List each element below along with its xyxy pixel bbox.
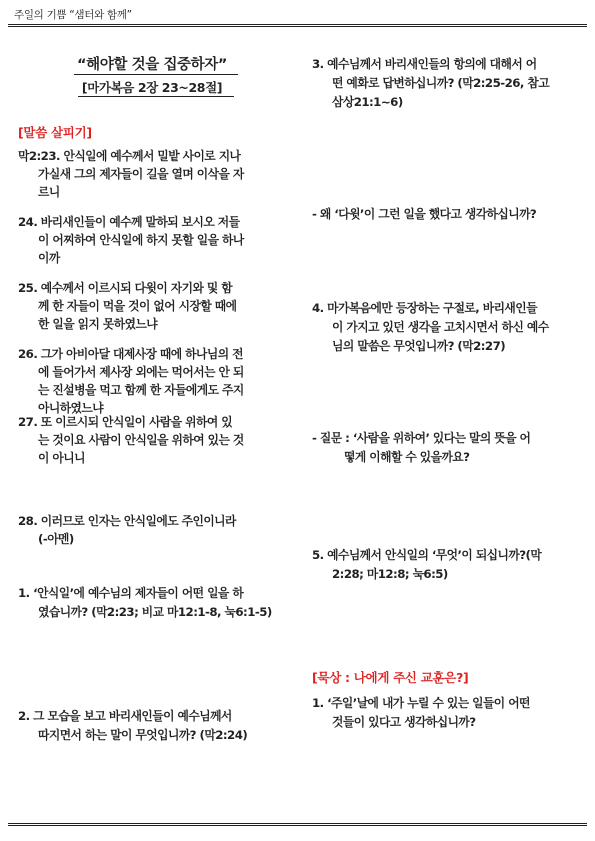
title-underline [74, 74, 238, 75]
meditation-line: 것들이 있다고 생각하십니까? [332, 715, 476, 729]
verse-line: 25. 예수께서 이르시되 다윗이 자기와 및 함 [18, 281, 233, 295]
question-line: 이 가지고 있던 생각을 고치시면서 하신 예수 [332, 320, 549, 334]
question-line: 1. ‘안식일’에 예수님의 제자들이 어떤 일을 하 [18, 586, 244, 600]
verse-line: 27. 또 이르시되 안식일이 사람을 위하여 있 [18, 415, 233, 429]
question-line: 3. 예수님께서 바리새인들의 항의에 대해서 어 [312, 57, 537, 71]
verse-line: 르니 [38, 185, 60, 199]
question-line: 5. 예수님께서 안식일의 ‘무엇’이 되십니까?(막 [312, 548, 542, 562]
question-5 [312, 546, 541, 584]
verse-25 [18, 279, 236, 333]
verse-line: 이 어찌하여 안식일에 하지 못할 일을 하나 [38, 233, 244, 247]
verse-line: 는 것이요 사람이 안식일을 위하여 있는 것 [38, 433, 244, 447]
question-line: 2:28; 마12:8; 눅6:5) [332, 567, 448, 581]
page-subtitle: [마가복음 2장 23~28절] [81, 80, 223, 95]
question-3-followup [312, 205, 536, 224]
question-line: 4. 마가복음에만 등장하는 구절로, 바리새인들 [312, 301, 537, 315]
question-line: - 왜 ‘다윗’이 그런 일을 했다고 생각하십니까? [312, 207, 537, 221]
verse-line: 막2:23. 안식일에 예수께서 밀밭 사이로 지나 [18, 149, 241, 163]
question-line: 떻게 이해할 수 있을까요? [344, 450, 470, 464]
top-rule [8, 24, 587, 25]
verse-line: 이 아니니 [38, 451, 85, 465]
question-4 [312, 299, 549, 356]
verse-line: 아니하였느냐 [38, 401, 104, 415]
verse-line: 28. 이러므로 인자는 안식일에도 주인이니라 [18, 514, 236, 528]
page-title: “해야할 것을 집중하자” [76, 57, 228, 73]
word-section-heading: [말씀 살피기] [18, 125, 92, 140]
bottom-rule [8, 823, 587, 824]
meditation-heading: [묵상 : 나에게 주신 교훈은?] [312, 670, 469, 685]
verse-line: 는 진설병을 먹고 함께 한 자들에게도 주지 [38, 383, 244, 397]
verse-line: 께 한 자들이 먹을 것이 없어 시장할 때에 [38, 299, 237, 313]
question-line: - 질문 : ‘사람을 위하여’ 있다는 말의 뜻을 어 [312, 431, 531, 445]
verse-24 [18, 213, 244, 267]
verse-line: 가실새 그의 제자들이 길을 열며 이삭을 자 [38, 167, 244, 181]
question-line: 따지면서 하는 말이 무엇입니까? (막2:24) [38, 728, 248, 742]
question-line: 삼상21:1~6) [332, 95, 403, 109]
subtitle-underline [78, 96, 234, 97]
question-4-followup [312, 429, 530, 467]
verse-line: 24. 바리새인들이 예수께 말하되 보시오 저들 [18, 215, 240, 229]
question-line: 떤 예화로 답변하십니까? (막2:25-26, 참고 [332, 76, 550, 90]
question-line: 2. 그 모습을 보고 바리새인들이 예수님께서 [18, 709, 232, 723]
page-header: 주일의 기쁨 “샘터와 함께” [14, 9, 132, 21]
verse-line: (-아멘) [38, 532, 74, 546]
question-2 [18, 707, 247, 745]
question-line: 였습니까? (막2:23; 비교 마12:1-8, 눅6:1-5) [38, 605, 272, 619]
meditation-line: 1. ‘주일’날에 내가 누릴 수 있는 일들이 어떤 [312, 696, 530, 710]
verse-27 [18, 413, 244, 467]
meditation-item-1 [312, 694, 530, 732]
verse-line: 에 들어가서 제사장 외에는 먹어서는 안 되 [38, 365, 244, 379]
verse-23 [18, 147, 244, 201]
verse-28 [18, 512, 236, 548]
question-line: 님의 말씀은 무엇입니까? (막2:27) [332, 339, 506, 353]
question-1 [18, 584, 272, 622]
verse-line: 이까 [38, 251, 60, 265]
question-3 [312, 55, 549, 112]
verse-line: 26. 그가 아비아달 대제사장 때에 하나님의 전 [18, 347, 243, 361]
verse-line: 한 일을 읽지 못하였느냐 [38, 317, 158, 331]
verse-26 [18, 345, 244, 417]
